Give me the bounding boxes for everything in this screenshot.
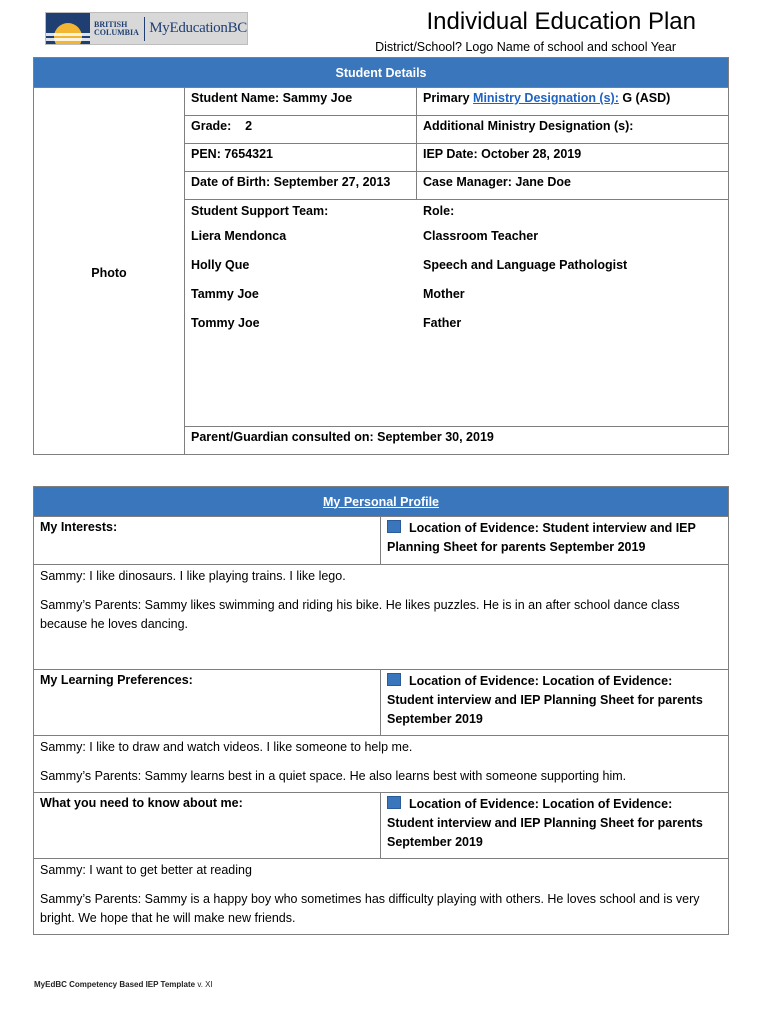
student-statement: Sammy: I want to get better at reading [40,863,252,877]
logo-province-text: BRITISH COLUMBIA [94,19,139,37]
parent-consulted: Parent/Guardian consulted on: September 30, 2019 [185,427,729,455]
team-member-name: Holly Que [191,258,250,272]
parents-statement: Sammy’s Parents: Sammy learns best in a quiet space. He also learns best with someone supporting him. [40,769,627,783]
document-title: Individual Education Plan [426,8,696,35]
role-label: Role: [423,204,455,218]
team-member-role: Classroom Teacher [423,229,539,243]
team-member-name: Liera Mendonca [191,229,287,243]
team-member-role: Father [423,316,462,330]
grade: Grade: 2 [185,116,417,144]
know-about-me-content [34,859,729,935]
checkbox-icon[interactable] [387,673,401,686]
ministry-designation-link[interactable]: Ministry Designation (s): [473,91,619,105]
case-manager: Case Manager: Jane Doe [417,172,729,200]
primary-designation: Primary Ministry Designation (s): G (ASD) [417,88,729,116]
student-details-table [33,57,729,455]
interests-label: My Interests: [34,517,381,565]
team-member-role: Speech and Language Pathologist [423,258,628,272]
document-subtitle: District/School? Logo Name of school and school Year [375,40,676,54]
personal-profile-table [33,486,729,935]
personal-profile-link[interactable]: My Personal Profile [323,494,440,509]
team-member-name: Tammy Joe [191,287,259,301]
learning-preferences-label: My Learning Preferences: [34,670,381,736]
pen-number: PEN: 7654321 [185,144,417,172]
know-about-me-evidence: Location of Evidence: Location of Evidence: Student interview and IEP Planning Sheet for parents September 2019 [381,793,729,859]
interests-content [34,565,729,670]
interests-evidence: Location of Evidence: Student interview and IEP Planning Sheet for parents September 2019 [381,517,729,565]
additional-designation: Additional Ministry Designation (s): [417,116,729,144]
learning-preferences-evidence: Location of Evidence: Location of Evidence: Student interview and IEP Planning Sheet for parents September 2019 [381,670,729,736]
parents-statement: Sammy’s Parents: Sammy is a happy boy who sometimes has difficulty playing with others. He loves school and is very bright. We hope that he will make new friends. [40,892,700,925]
photo-placeholder: Photo [34,88,185,455]
logo-app-text: MyEducationBC [149,20,247,36]
student-statement: Sammy: I like to draw and watch videos. I like someone to help me. [40,740,413,754]
student-statement: Sammy: I like dinosaurs. I like playing trains. I like lego. [40,569,346,583]
personal-profile-header [34,487,729,517]
bc-sun-logo-icon [46,13,90,44]
team-member-name: Tommy Joe [191,316,260,330]
team-names [185,200,417,338]
team-roles [417,200,729,338]
student-details-header: Student Details [34,58,729,88]
myeducationbc-logo [45,12,248,45]
team-label: Student Support Team: [191,204,329,218]
footer-template-label: MyEdBC Competency Based IEP Template v. XI [34,980,213,989]
team-member-role: Mother [423,287,465,301]
date-of-birth: Date of Birth: September 27, 2013 [185,172,417,200]
checkbox-icon[interactable] [387,520,401,533]
student-name: Student Name: Sammy Joe [185,88,417,116]
know-about-me-label: What you need to know about me: [34,793,381,859]
checkbox-icon[interactable] [387,796,401,809]
support-team [185,200,729,427]
learning-preferences-content [34,736,729,793]
iep-date: IEP Date: October 28, 2019 [417,144,729,172]
parents-statement: Sammy’s Parents: Sammy likes swimming and riding his bike. He likes puzzles. He is in an after school dance class because he loves dancing. [40,598,680,631]
